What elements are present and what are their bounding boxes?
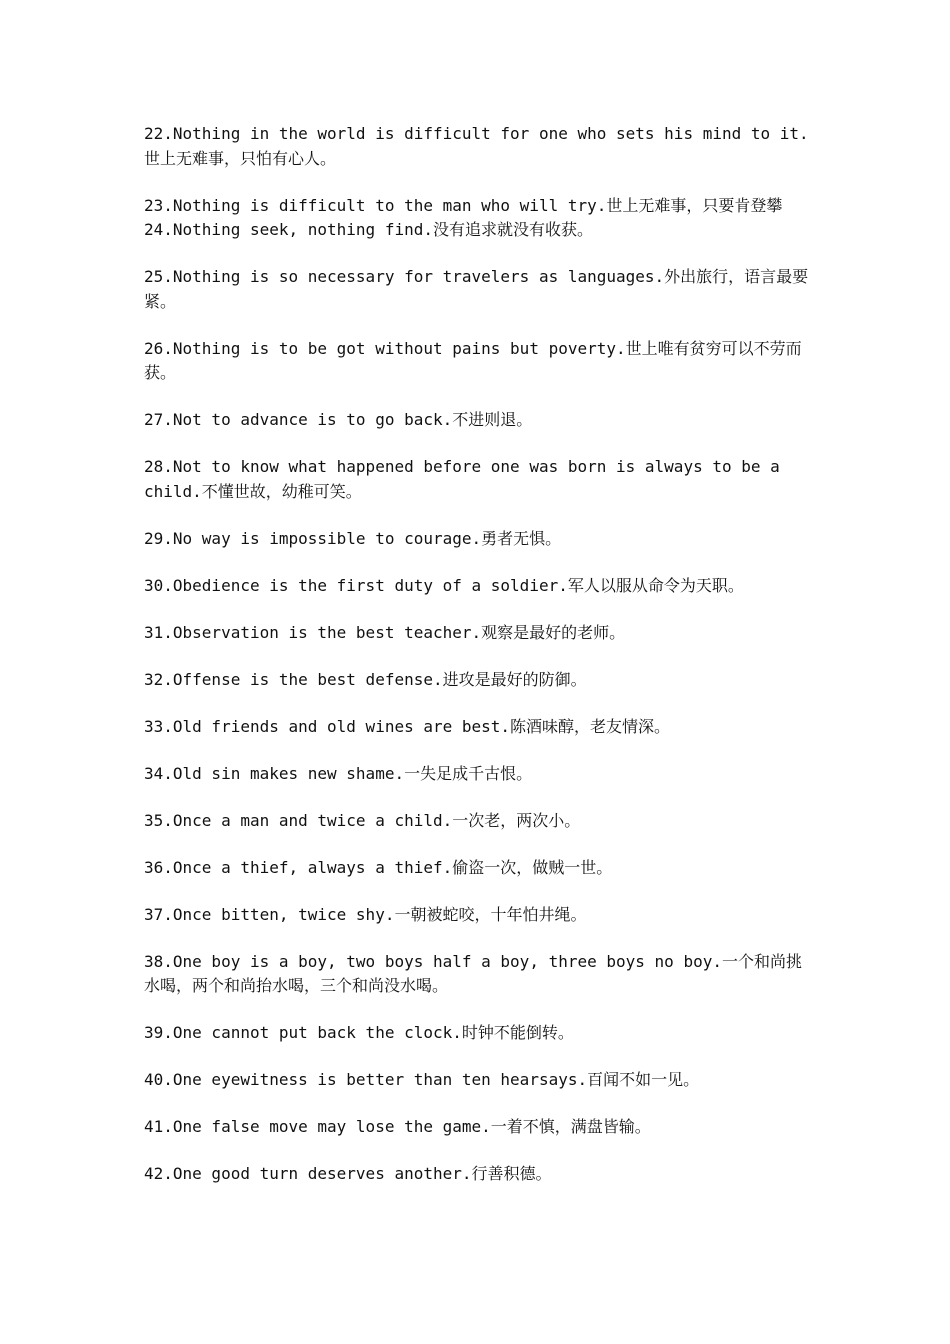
proverb-39: 39.One cannot put back the clock.时钟不能倒转。: [144, 1023, 574, 1042]
proverb-40: 40.One eyewitness is better than ten hearsays.百闻不如一见。: [144, 1070, 700, 1089]
proverb-27: 27.Not to advance is to go back.不进则退。: [144, 410, 533, 429]
proverb-24: 24.Nothing seek, nothing find.没有追求就没有收获。: [144, 220, 593, 239]
proverb-30: 30.Obedience is the first duty of a soldier.军人以服从命令为天职。: [144, 575, 744, 595]
document-page: [144, 122, 814, 1209]
proverb-26: 26.Nothing is to be got without pains but poverty.世上唯有贫穷可以不劳而获。: [144, 338, 802, 382]
proverb-36: 36.Once a thief, always a thief.偷盗一次，做贼一世。: [144, 857, 613, 877]
proverb-25: 25.Nothing is so necessary for travelers as languages.外出旅行，语言最要紧。: [144, 267, 809, 311]
proverb-35: 35.Once a man and twice a child.一次老，两次小。: [144, 810, 581, 830]
proverb-33: 33.Old friends and old wines are best.陈酒味醇，老友情深。: [144, 716, 671, 736]
proverb-22: 22.Nothing in the world is difficult for one who sets his mind to it.世上无难事，只怕有心人。: [144, 124, 809, 168]
proverb-31: 31.Observation is the best teacher.观察是最好的老师。: [144, 622, 626, 642]
proverb-37: 37.Once bitten, twice shy.一朝被蛇咬，十年怕井绳。: [144, 904, 587, 924]
proverb-34: 34.Old sin makes new shame.一失足成千古恨。: [144, 763, 533, 783]
proverb-42: 42.One good turn deserves another.行善积德。: [144, 1164, 552, 1183]
proverb-41: 41.One false move may lose the game.一着不慎，满盘皆输。: [144, 1117, 651, 1136]
proverb-28: 28.Not to know what happened before one was born is always to be a child.不懂世故，幼稚可笑。: [144, 457, 780, 501]
proverb-23: 23.Nothing is difficult to the man who will try.世上无难事，只要肯登攀: [144, 195, 783, 215]
proverb-38: 38.One boy is a boy, two boys half a boy, three boys no boy.一个和尚挑水喝，两个和尚抬水喝，三个和尚没水喝。: [144, 951, 802, 995]
proverb-29: 29.No way is impossible to courage.勇者无惧。: [144, 528, 562, 548]
proverb-32: 32.Offense is the best defense.进攻是最好的防御。: [144, 669, 587, 689]
